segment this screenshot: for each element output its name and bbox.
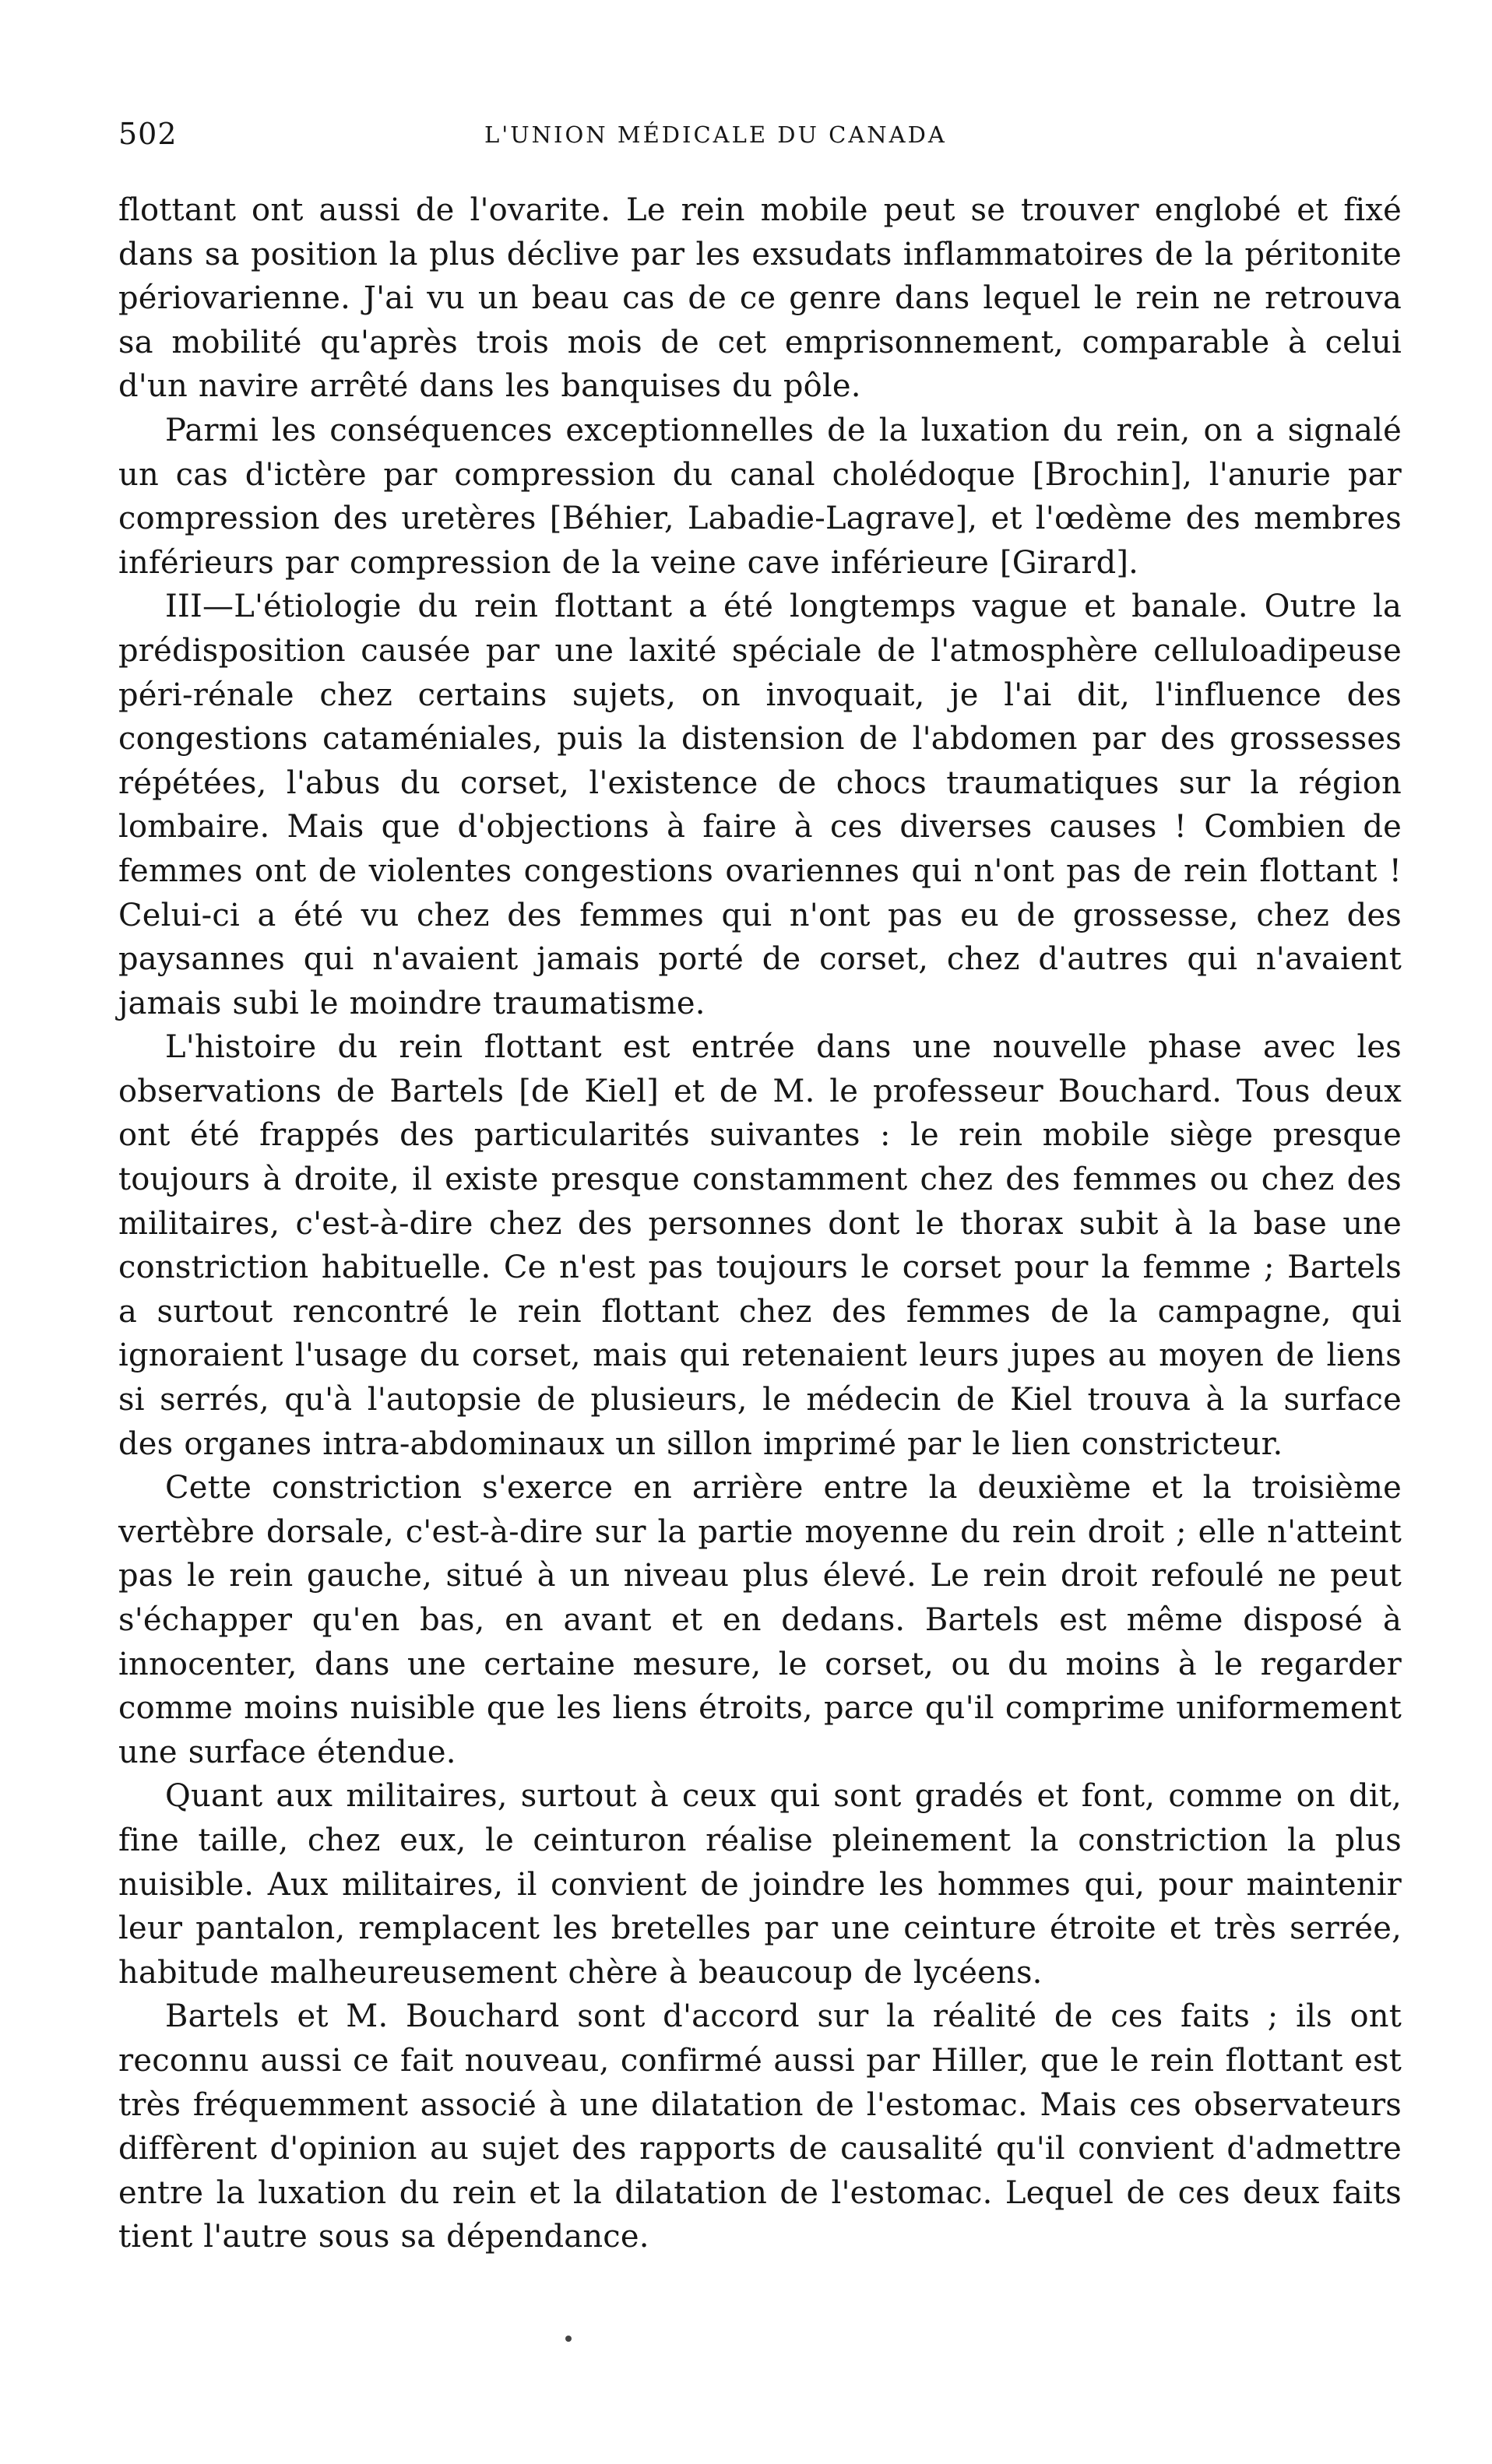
page-number: 502 xyxy=(118,117,178,151)
document-page xyxy=(118,117,1402,2374)
paragraph-5: Cette constriction s'exerce en arrière entre la deuxième et la troisième vertèbre dorsale, c'est-à-dire sur la partie moyenne du rein droit ; elle n'atteint pas le rein gauche, situé à un niveau plus élevé. Le rein droit refoulé ne peut s'échapper qu'en bas, en avant et en dedans. Bartels est même disposé à innocenter, dans une certaine mesure, le corset, ou du moins à le regarder comme moins nuisible que les liens étroits, parce qu'il comprime uniformement une surface étendue. xyxy=(118,1470,1402,1770)
body-text xyxy=(118,188,1402,2259)
paragraph-3: III—L'étiologie du rein flottant a été longtemps vague et banale. Outre la prédisposition causée par une laxité spéciale de l'atmosphère celluloadipeuse péri-rénale chez certains sujets, on invoquait, je l'ai dit, l'influence des congestions cataméniales, puis la distension de l'abdomen par des grossesses répétées, l'abus du corset, l'existence de chocs traumatiques sur la région lombaire. Mais que d'objections à faire à ces diverses causes ! Combien de femmes ont de violentes congestions ovariennes qui n'ont pas de rein flottant ! Celui-ci a été vu chez des femmes qui n'ont pas eu de grossesse, chez des paysannes qui n'avaient jamais porté de corset, chez d'autres qui n'avaient jamais subi le moindre traumatisme. xyxy=(118,589,1402,1021)
paragraph-6: Quant aux militaires, surtout à ceux qui sont gradés et font, comme on dit, fine taille, chez eux, le ceinturon réalise pleinement la constriction la plus nuisible. Aux militaires, il convient de joindre les hommes qui, pour maintenir leur pantalon, remplacent les bretelles par une ceinture étroite et très serrée, habitude malheureusement chère à beaucoup de lycéens. xyxy=(118,1778,1402,1991)
page-header xyxy=(118,117,1402,171)
running-head: L'UNION MÉDICALE DU CANADA xyxy=(484,121,947,148)
paragraph-4: L'histoire du rein flottant est entrée dans une nouvelle phase avec les observations de Bartels [de Kiel] et de M. le professeur Bouchard. Tous deux ont été frappés des particularités suivantes : le rein mobile siège presque toujours à droite, il existe presque constamment chez des femmes ou chez des militaires, c'est-à-dire chez des personnes dont le thorax subit à la base une constriction habituelle. Ce n'est pas toujours le corset pour la femme ; Bartels a surtout rencontré le rein flottant chez des femmes de la campagne, qui ignoraient l'usage du corset, mais qui retenaient leurs jupes au moyen de liens si serrés, qu'à l'autopsie de plusieurs, le médecin de Kiel trouva à la surface des organes intra-abdominaux un sillon imprimé par le lien constricteur. xyxy=(118,1029,1402,1462)
paragraph-1: flottant ont aussi de l'ovarite. Le rein mobile peut se trouver englobé et fixé dans sa position la plus déclive par les exsudats inflammatoires de la péritonite périovarienne. J'ai vu un beau cas de ce genre dans lequel le rein ne retrouva sa mobilité qu'après trois mois de cet emprisonnement, comparable à celui d'un navire arrêté dans les banquises du pôle. xyxy=(118,192,1402,405)
footer-mark xyxy=(565,2336,572,2342)
paragraph-7: Bartels et M. Bouchard sont d'accord sur la réalité de ces faits ; ils ont reconnu aussi ce fait nouveau, confirmé aussi par Hiller, que le rein flottant est très fréquemment associé à une dilatation de l'estomac. Mais ces observateurs diffèrent d'opinion au sujet des rapports de causalité qu'il convient d'admettre entre la luxation du rein et la dilatation de l'estomac. Lequel de ces deux faits tient l'autre sous sa dépendance. xyxy=(118,1998,1402,2255)
paragraph-2: Parmi les conséquences exceptionnelles de la luxation du rein, on a signalé un cas d'ictère par compression du canal cholédoque [Brochin], l'anurie par compression des uretères [Béhier, Labadie-Lagrave], et l'œdème des membres inférieurs par compression de la veine cave inférieure [Girard]. xyxy=(118,412,1402,581)
